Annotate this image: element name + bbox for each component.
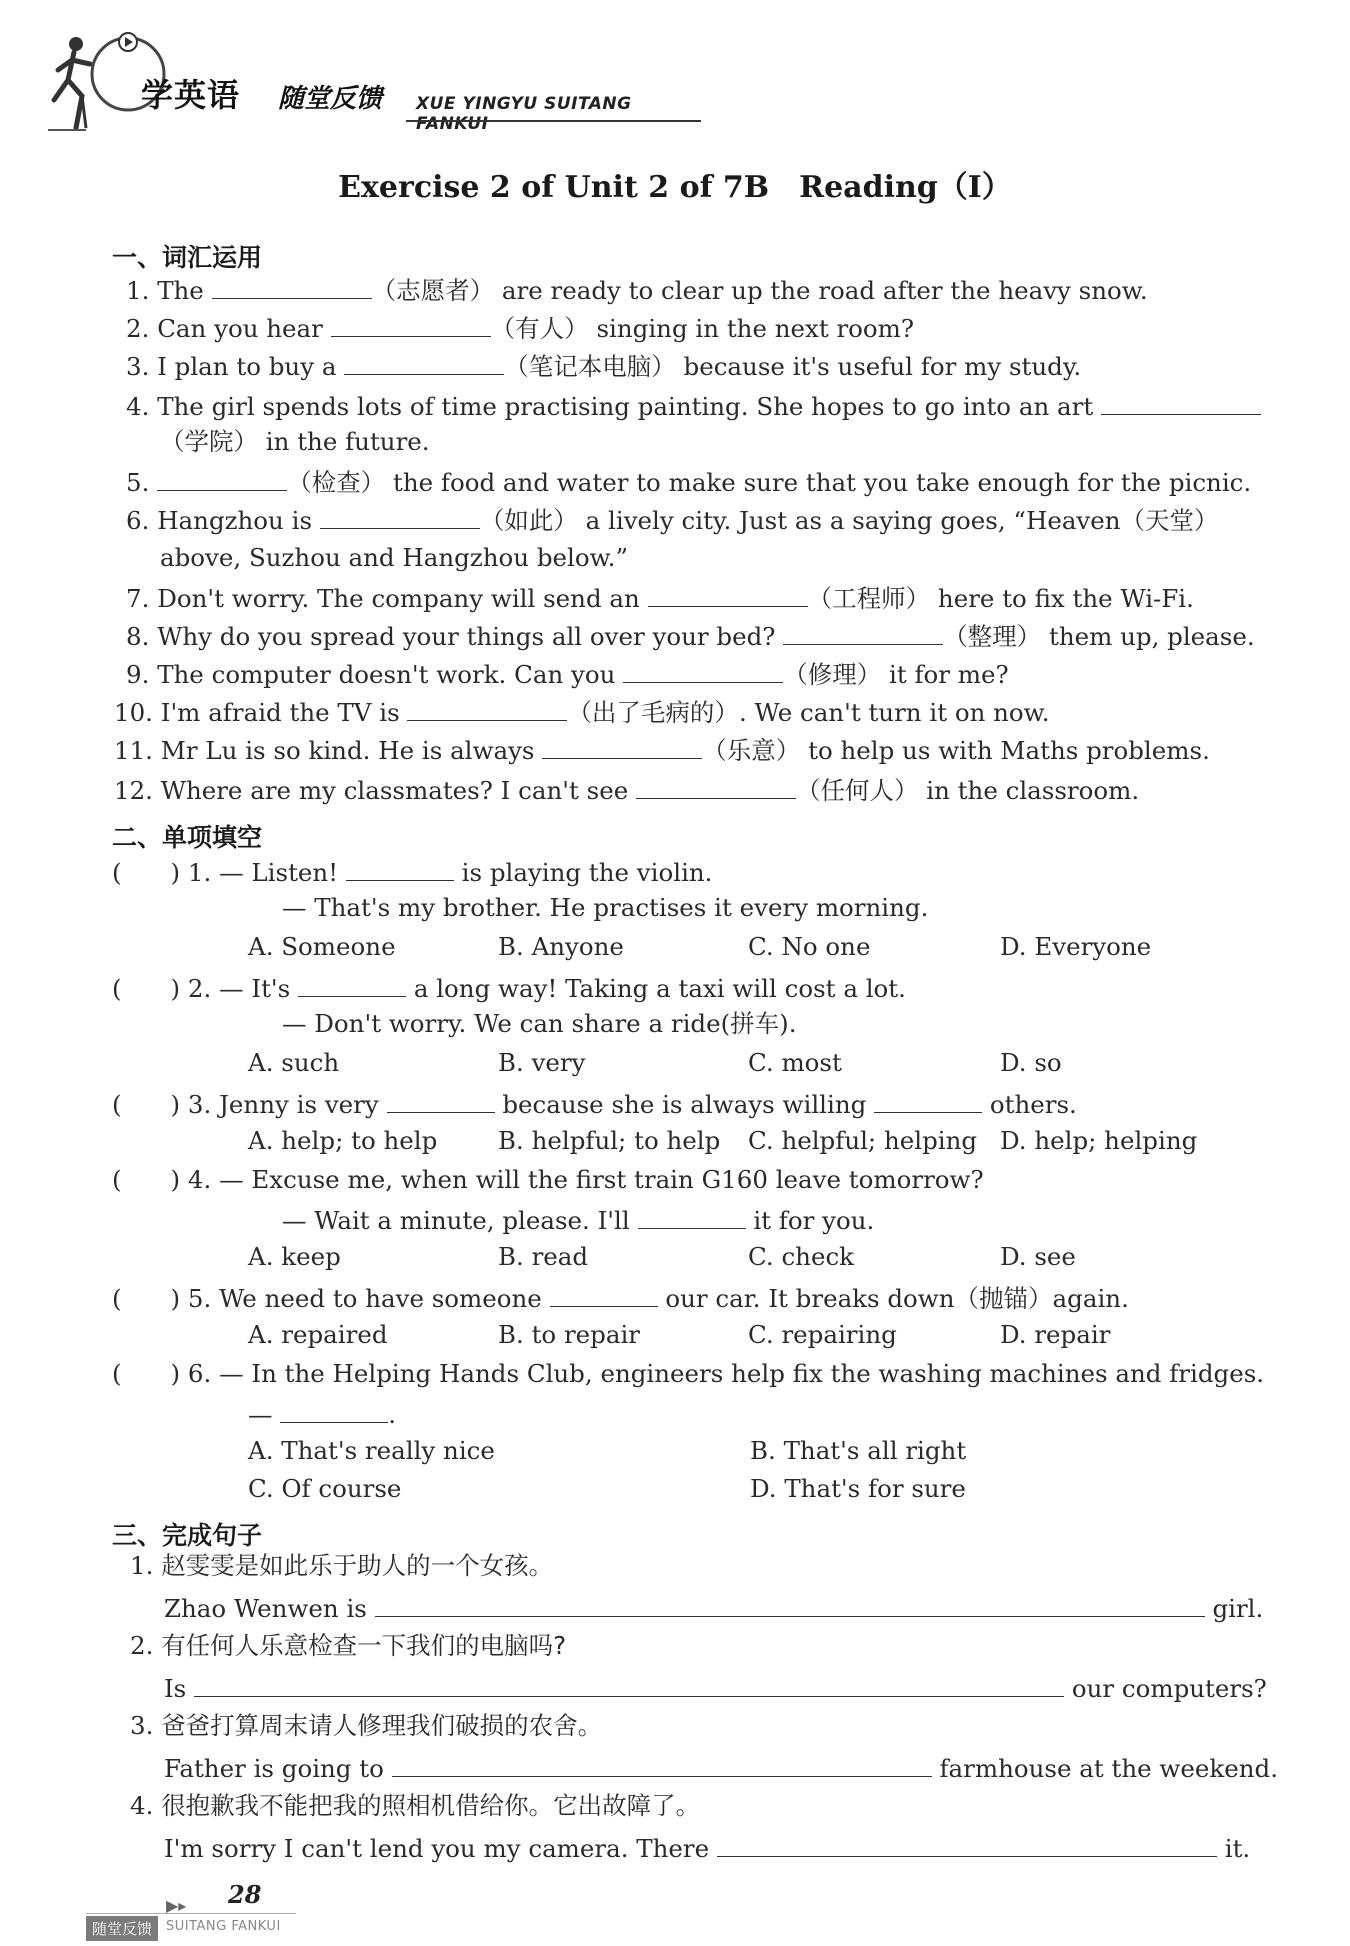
translate-item-1-cn: 1. 赵雯雯是如此乐于助人的一个女孩。 [130, 1551, 554, 1580]
translate-item-2-en: Is our computers? [164, 1674, 1267, 1703]
answer-paren[interactable]: ( ) [112, 1090, 181, 1119]
answer-line[interactable] [392, 1754, 932, 1777]
footer-rule [86, 1913, 296, 1914]
vocab-item-5: 5. （检查） the food and water to make sure that you take enough for the picnic. [126, 468, 1252, 497]
page-number: 28 [228, 1880, 262, 1909]
option-a[interactable]: A. keep [248, 1242, 341, 1271]
answer-blank[interactable] [331, 314, 491, 337]
vocab-item-7: 7. Don't worry. The company will send an （工程师） here to fix the Wi-Fi. [126, 584, 1194, 613]
answer-blank[interactable] [298, 974, 406, 997]
vocab-item-1: 1. The （志愿者） are ready to clear up the road after the heavy snow. [126, 276, 1148, 305]
mc-question-4-reply: — Wait a minute, please. I'll it for you. [282, 1206, 875, 1235]
option-b[interactable]: B. Anyone [498, 932, 624, 961]
page-arrow-icon: ▶▸ [166, 1896, 187, 1915]
mc-question-4: ( ) 4. — Excuse me, when will the first train G160 leave tomorrow? [112, 1165, 984, 1194]
answer-blank[interactable] [280, 1400, 388, 1423]
answer-blank[interactable] [638, 1206, 746, 1229]
mc-question-2: ( ) 2. — It's a long way! Taking a taxi will cost a lot. [112, 974, 906, 1003]
option-d[interactable]: D. repair [1000, 1320, 1111, 1349]
answer-line[interactable] [717, 1834, 1217, 1857]
option-c[interactable]: C. most [748, 1048, 842, 1077]
mc-question-1: ( ) 1. — Listen! is playing the violin. [112, 858, 713, 887]
option-b[interactable]: B. helpful; to help [498, 1126, 721, 1155]
footer-series-pinyin: SUITANG FANKUI [166, 1919, 281, 1934]
vocab-item-12: 12. Where are my classmates? I can't see （任何人） in the classroom. [114, 776, 1140, 805]
vocab-item-6-cont: above, Suzhou and Hangzhou below.” [160, 543, 628, 572]
answer-paren[interactable]: ( ) [112, 1165, 181, 1194]
translate-item-4-en: I'm sorry I can't lend you my camera. There it. [164, 1834, 1251, 1863]
option-d[interactable]: D. Everyone [1000, 932, 1152, 961]
translate-item-3-cn: 3. 爸爸打算周末请人修理我们破损的农舍。 [130, 1711, 603, 1740]
answer-blank[interactable] [212, 276, 372, 299]
option-d[interactable]: D. so [1000, 1048, 1062, 1077]
answer-paren[interactable]: ( ) [112, 974, 181, 1003]
footer-series-tag: 随堂反馈 [86, 1916, 158, 1941]
answer-blank[interactable] [636, 776, 796, 799]
mc-question-5: ( ) 5. We need to have someone our car. It breaks down（抛锚）again. [112, 1284, 1129, 1313]
answer-paren[interactable]: ( ) [112, 858, 181, 887]
option-a[interactable]: A. help; to help [248, 1126, 438, 1155]
series-badge-sub: 随堂反馈 [278, 84, 383, 114]
answer-blank[interactable] [157, 468, 287, 491]
translate-item-1-en: Zhao Wenwen is girl. [164, 1594, 1264, 1623]
answer-blank[interactable] [874, 1090, 982, 1113]
answer-blank[interactable] [648, 584, 808, 607]
option-c[interactable]: C. check [748, 1242, 855, 1271]
vocab-item-10: 10. I'm afraid the TV is （出了毛病的）. We can't turn it on now. [114, 698, 1050, 727]
vocab-item-6: 6. Hangzhou is （如此） a lively city. Just as a saying goes, “Heaven（天堂） [126, 506, 1219, 535]
answer-blank[interactable] [783, 622, 943, 645]
vocab-item-2: 2. Can you hear （有人） singing in the next room? [126, 314, 915, 343]
option-c[interactable]: C. repairing [748, 1320, 897, 1349]
mc-question-3: ( ) 3. Jenny is very because she is always willing others. [112, 1090, 1077, 1119]
option-b[interactable]: B. very [498, 1048, 586, 1077]
answer-line[interactable] [194, 1674, 1064, 1697]
answer-blank[interactable] [320, 506, 480, 529]
option-a[interactable]: A. such [248, 1048, 340, 1077]
option-c[interactable]: C. helpful; helping [748, 1126, 978, 1155]
vocab-item-8: 8. Why do you spread your things all over your bed? （整理） them up, please. [126, 622, 1255, 651]
mc-question-2-reply: — Don't worry. We can share a ride(拼车). [282, 1009, 797, 1038]
series-header [46, 30, 686, 140]
answer-paren[interactable]: ( ) [112, 1359, 181, 1388]
vocab-item-3: 3. I plan to buy a （笔记本电脑） because it's useful for my study. [126, 352, 1082, 381]
translate-item-2-cn: 2. 有任何人乐意检查一下我们的电脑吗? [130, 1631, 567, 1660]
vocab-item-4-cont: （学院） in the future. [160, 427, 430, 456]
option-d[interactable]: D. see [1000, 1242, 1076, 1271]
option-b[interactable]: B. That's all right [750, 1436, 967, 1465]
answer-blank[interactable] [542, 736, 702, 759]
mc-question-1-reply: — That's my brother. He practises it every morning. [282, 893, 929, 922]
page-title: Exercise 2 of Unit 2 of 7B Reading（Ⅰ） [338, 170, 1012, 205]
vocab-item-4: 4. The girl spends lots of time practising painting. She hopes to go into an art [126, 392, 1261, 420]
translate-item-3-en: Father is going to farmhouse at the weekend. [164, 1754, 1278, 1783]
option-b[interactable]: B. to repair [498, 1320, 641, 1349]
option-a[interactable]: A. Someone [248, 932, 396, 961]
answer-blank[interactable] [387, 1090, 495, 1113]
header-rule [406, 120, 701, 122]
option-d[interactable]: D. help; helping [1000, 1126, 1198, 1155]
answer-blank[interactable] [623, 660, 783, 683]
mc-question-6: ( ) 6. — In the Helping Hands Club, engineers help fix the washing machines and fridges. [112, 1359, 1265, 1388]
answer-blank[interactable] [550, 1284, 658, 1307]
option-a[interactable]: A. That's really nice [248, 1436, 495, 1465]
option-a[interactable]: A. repaired [248, 1320, 388, 1349]
answer-blank[interactable] [407, 698, 567, 721]
section3-heading: 三、完成句子 [112, 1521, 263, 1550]
option-c[interactable]: C. Of course [248, 1474, 402, 1503]
answer-paren[interactable]: ( ) [112, 1284, 181, 1313]
option-b[interactable]: B. read [498, 1242, 589, 1271]
answer-blank[interactable] [1101, 392, 1261, 415]
mc-question-6-reply: — . [248, 1400, 397, 1429]
series-badge-main: 学英语 [141, 76, 241, 114]
translate-item-4-cn: 4. 很抱歉我不能把我的照相机借给你。它出故障了。 [130, 1791, 701, 1820]
answer-line[interactable] [375, 1594, 1205, 1617]
vocab-item-9: 9. The computer doesn't work. Can you （修理） it for me? [126, 660, 1009, 689]
section2-heading: 二、单项填空 [112, 823, 263, 852]
answer-blank[interactable] [346, 858, 454, 881]
vocab-item-11: 11. Mr Lu is so kind. He is always （乐意） to help us with Maths problems. [114, 736, 1210, 765]
answer-blank[interactable] [344, 352, 504, 375]
option-c[interactable]: C. No one [748, 932, 871, 961]
series-pinyin: XUE YINGYU SUITANG FANKUI [416, 94, 632, 134]
section1-heading: 一、词汇运用 [112, 243, 263, 272]
option-d[interactable]: D. That's for sure [750, 1474, 966, 1503]
